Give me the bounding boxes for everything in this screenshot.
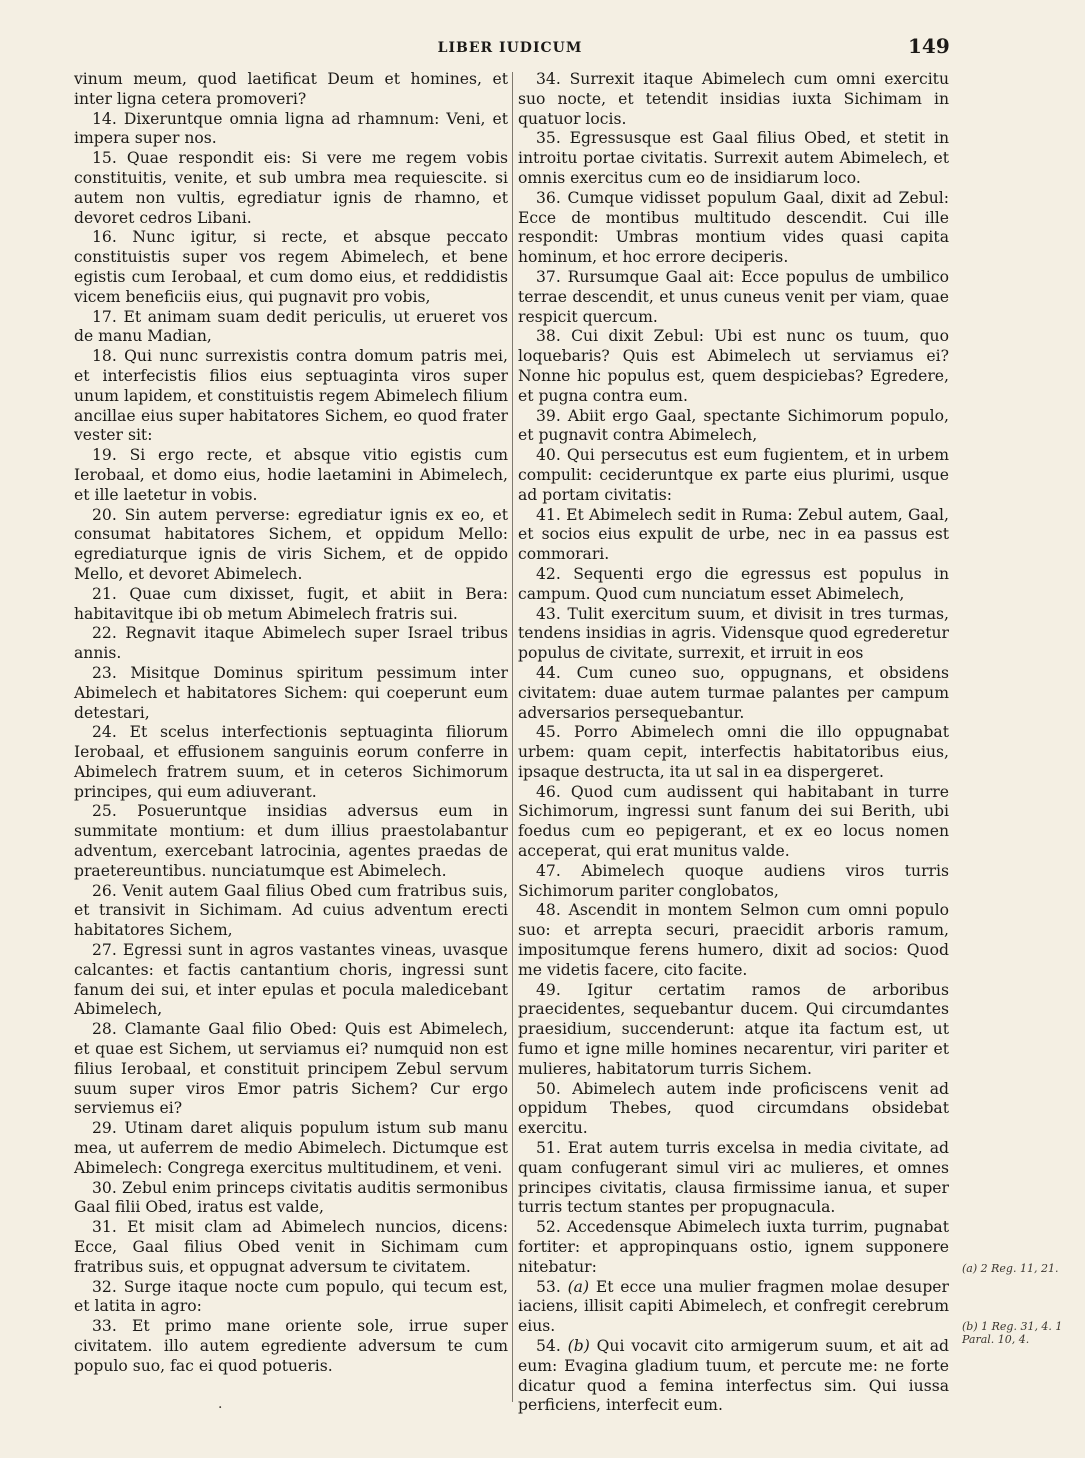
verse-text: Quae cum dixisset, fugit, et abiit in Bera: habitavitque ibi ob metum Abimelech fratris sui.: [74, 584, 508, 623]
verse: [518, 327, 949, 406]
verse-text: Et primo mane oriente sole, irrue super civitatem. illo autem egrediente adversum te cum populo suo, fac ei quod potueris.: [74, 1317, 508, 1375]
verse-text: Igitur certatim ramos de arboribus praecidentes, sequebantur ducem. Qui circumdantes praesidium, succenderunt: atque ita factum est, ut fumo et igne mille homines necarentur, viri pariter et mulieres, habitatorum turris Sichem.: [518, 980, 949, 1078]
verse: [74, 723, 508, 802]
verse: [518, 446, 949, 505]
verse: [518, 1080, 949, 1139]
verse: [74, 446, 508, 505]
verse: [518, 565, 949, 605]
verse: [518, 268, 949, 327]
verse-number: 44.: [536, 663, 561, 682]
verse-text: Nunc igitur, si recte, et absque peccato constituistis super vos regem Abimelech, et bene egistis cum Ierobaal, et cum domo eius, et reddidistis vicem beneficiis eius, qui pugnavit pro vobis,: [74, 228, 508, 306]
verse-number: 47.: [536, 861, 561, 880]
verse-text: Dixeruntque omnia ligna ad rhamnum: Veni, et impera super nos.: [74, 109, 508, 148]
verse-number: 16.: [92, 228, 117, 247]
verse: [74, 664, 508, 723]
verse-number: 40.: [536, 446, 561, 465]
verse-text: Misitque Dominus spiritum pessimum inter Abimelech et habitatores Sichem: qui coeperunt eum detestari,: [74, 663, 508, 722]
margin-note-b: (b) 1 Reg. 31, 4. 1 Paral. 10, 4.: [962, 1320, 1063, 1346]
verse: [74, 941, 508, 1020]
verse-text: Si ergo recte, et absque vitio egistis cum Ierobaal, et domo eius, hodie laetamini in Abimelech, et ille laetetur in vobis.: [74, 446, 508, 504]
verse-number: 51.: [536, 1139, 561, 1158]
verse: [74, 882, 508, 941]
verse-number: 49.: [536, 980, 561, 999]
left-column: [74, 70, 508, 1377]
verse: [74, 585, 508, 625]
verse-number: 28.: [92, 1020, 117, 1039]
verse-number: 23.: [92, 663, 117, 682]
verse-number: 17.: [92, 307, 117, 326]
verse-number: 45.: [536, 723, 561, 742]
verse: [518, 407, 949, 447]
running-title: LIBER IUDICUM: [437, 40, 583, 56]
verse-number: 19.: [92, 446, 117, 465]
verse-text: Ascendit in montem Selmon cum omni populo suo: et arrepta securi, praecidit arboris ramum, impositumque ferens humero, dixit ad socios: Quod me videtis facere, cito facite.: [518, 901, 949, 979]
verse-number: 14.: [92, 109, 117, 128]
verse: [74, 1179, 508, 1219]
verse-text: Egressi sunt in agros vastantes vineas, uvasque calcantes: et factis cantantium choris, ingressi sunt fanum dei sui, et inter epulas et pocula maledicebant Abimelech,: [74, 941, 508, 1019]
verse-note-ref: (b): [567, 1337, 590, 1355]
opening-text: vinum meum, quod laetificat Deum et homines, et inter ligna cetera promoveri?: [74, 70, 508, 108]
verse: [74, 506, 508, 585]
verse: [74, 1278, 508, 1318]
column-rule: [512, 72, 513, 1402]
verse-number: 21.: [92, 584, 117, 603]
verse: [74, 347, 508, 446]
verse-text: Qui persecutus est eum fugientem, et in urbem compulit: cecideruntque ex parte eius plurimi, usque ad portam civitatis:: [518, 446, 949, 504]
verse: [518, 981, 949, 1080]
verse-text: Surrexit itaque Abimelech cum omni exercitu suo nocte, et tetendit insidias iuxta Sichimam in quatuor locis.: [518, 70, 949, 128]
verse-number: 27.: [92, 941, 117, 960]
verse-number: 22.: [92, 624, 117, 643]
page-number: 149: [908, 34, 950, 58]
verse-number: 41.: [536, 505, 561, 524]
verse: [74, 802, 508, 881]
verse-number: 24.: [92, 723, 117, 742]
verse: [74, 1020, 508, 1119]
verse-text: Quod cum audissent qui habitabant in turre Sichimorum, ingressi sunt fanum dei sui Berith, ubi foedus cum eo pepigerant, et ex eo locus nomen acceperat, qui erat munitus valde.: [518, 782, 949, 861]
verse-text: Erat autem turris excelsa in media civitate, ad quam confugerant simul viri ac mulieres, et omnes principes civitatis, clausa firmissime ianua, et super turris tectum stantes per propugnacula.: [518, 1139, 949, 1217]
verse-text: Cumque vidisset populum Gaal, dixit ad Zebul: Ecce de montibus multitudo descendit. Cui ille respondit: Umbras montium vides quasi capita hominum, et hoc errore deciperis.: [518, 188, 949, 267]
verse-note-ref: (a): [567, 1277, 590, 1296]
verse-text: Regnavit itaque Abimelech super Israel tribus annis.: [74, 624, 508, 663]
verse-number: 46.: [536, 782, 561, 801]
verse-text: Rursumque Gaal ait: Ecce populus de umbilico terrae descendit, et unus cuneus venit per viam, quae respicit quercum.: [518, 267, 949, 326]
verse-number: 50.: [536, 1079, 561, 1098]
verse-text: Cum cuneo suo, oppugnans, et obsidens civitatem: duae autem turmae palantes per campum adversarios persequebantur.: [518, 663, 949, 722]
verse-text: Zebul enim princeps civitatis auditis sermonibus Gaal filii Obed, iratus est valde,: [74, 1178, 508, 1217]
verse-text: Clamante Gaal filio Obed: Quis est Abimelech, et quae est Sichem, ut serviamus ei? numquid non est filius Ierobaal, et constituit principem Zebul servum suum super viros Emor patris Sichem? Cur ergo serviemus ei?: [74, 1020, 508, 1118]
verse-number: 42.: [536, 564, 561, 583]
verse-number: 30.: [92, 1178, 117, 1197]
verse-text: Tulit exercitum suum, et divisit in tres turmas, tendens insidias in agris. Vidensque quod egrederetur populus de civitate, surrexit, et irruit in eos: [518, 604, 949, 663]
verse-number: 48.: [536, 901, 561, 920]
verse: [518, 605, 949, 664]
verse-number: 52.: [536, 1218, 561, 1237]
verse-number: 36.: [536, 188, 561, 207]
right-column: [518, 70, 949, 1416]
verse: [74, 624, 508, 664]
verse-text: Surge itaque nocte cum populo, qui tecum est, et latita in agro:: [74, 1277, 508, 1316]
verse-text: Qui nunc surrexistis contra domum patris mei, et interfecistis filios eius septuaginta viros super unum lapidem, et constituistis regem Abimelech filium ancillae eius super habitatores Sichem, eo quod frater vester sit:: [74, 347, 508, 445]
verse: [74, 1317, 508, 1376]
verse: [518, 506, 949, 565]
verse-number: 31.: [92, 1218, 117, 1237]
verse: [518, 70, 949, 129]
verse-text: Abimelech quoque audiens viros turris Sichimorum pariter conglobatos,: [518, 861, 949, 900]
verse: [74, 228, 508, 307]
verse: [74, 110, 508, 150]
verse-text: Et misit clam ad Abimelech nuncios, dicens: Ecce, Gaal filius Obed venit in Sichimam cum fratribus suis, et oppugnat adversum te civitatem.: [74, 1218, 508, 1276]
verse-number: 34.: [536, 70, 561, 88]
verse-text: Utinam daret aliquis populum istum sub manu mea, ut auferrem de medio Abimelech. Dictumque est Abimelech: Congrega exercitus multitudinem, et veni.: [74, 1119, 508, 1177]
verse-text: Et animam suam dedit periculis, ut erueret vos de manu Madian,: [74, 307, 508, 346]
verse-text: Et Abimelech sedit in Ruma: Zebul autem, Gaal, et socios eius expulit de urbe, nec in ea passus est commorari.: [518, 505, 949, 564]
verse-text: Sin autem perverse: egrediatur ignis ex eo, et consumat habitatores Sichem, et oppidum Mello: egrediaturque ignis de viris Sichem, et de oppido Mello, et devoret Abimelech.: [74, 505, 508, 583]
verse-number: 33.: [92, 1317, 117, 1336]
verse: [518, 723, 949, 782]
verse: [518, 862, 949, 902]
printer-mark: ·: [218, 1400, 223, 1416]
verse-text: Et ecce una mulier fragmen molae desuper iaciens, illisit capiti Abimelech, et confregit cerebrum eius.: [518, 1277, 949, 1336]
verse-text: Quae respondit eis: Si vere me regem vobis constituitis, venite, et sub umbra mea requiescite. si autem non vultis, egrediatur ignis de rhamno, et devoret cedros Libani.: [74, 149, 508, 227]
verse-number: 32.: [92, 1277, 117, 1296]
verse-text: Et scelus interfectionis septuaginta filiorum Ierobaal, et effusionem sanguinis eorum conferre in Abimelech fratrem suum, et in ceteros Sichimorum principes, qui eum adiuverant.: [74, 723, 508, 801]
margin-note-a: (a) 2 Reg. 11, 21.: [962, 1262, 1059, 1275]
verse-text: Porro Abimelech omni die illo oppugnabat urbem: quam cepit, interfectis habitatoribus eius, ipsaque destructa, ita ut sal in ea dispergeret.: [518, 723, 949, 781]
verse-number: 43.: [536, 604, 561, 623]
verse: [518, 1278, 949, 1337]
verse-number: 20.: [92, 505, 117, 524]
verse: [74, 308, 508, 348]
verse-text: Abiit ergo Gaal, spectante Sichimorum populo, et pugnavit contra Abimelech,: [518, 406, 949, 445]
verse: [518, 783, 949, 862]
verse-number: 38.: [536, 327, 561, 346]
verse: [518, 1139, 949, 1218]
verse-number: 26.: [92, 881, 117, 900]
verse-number: 37.: [536, 267, 561, 286]
verse-number: 18.: [92, 347, 117, 366]
verse: [518, 664, 949, 723]
verse: [74, 149, 508, 228]
verse-text: Accedensque Abimelech iuxta turrim, pugnabat fortiter: et appropinquans ostio, ignem supponere nitebatur:: [518, 1218, 949, 1276]
verse-text: Sequenti ergo die egressus est populus in campum. Quod cum nunciatum esset Abimelech,: [518, 564, 949, 603]
verse: [518, 1218, 949, 1277]
verse-text: Venit autem Gaal filius Obed cum fratribus suis, et transivit in Sichimam. Ad cuius adventum erecti habitatores Sichem,: [74, 881, 508, 940]
verse-number: 39.: [536, 406, 561, 425]
verse: [518, 189, 949, 268]
verse-number: 29.: [92, 1119, 117, 1138]
verse-number: 35.: [536, 129, 561, 148]
verse: [518, 901, 949, 980]
verse-number: 25.: [92, 802, 117, 821]
verse: [74, 1119, 508, 1178]
verse-number: 53.: [536, 1277, 561, 1296]
verse: [518, 129, 949, 188]
verse: [518, 1337, 949, 1416]
verse-number: 54.: [536, 1337, 561, 1355]
verse-text: Posueruntque insidias adversus eum in summitate montium: et dum illius praestolabantur adventum, exercebant latrocinia, agentes praedas de praetereuntibus. nunciatumque est Abimelech.: [74, 802, 508, 880]
verse-text: Cui dixit Zebul: Ubi est nunc os tuum, quo loquebaris? Quis est Abimelech ut serviamus ei? Nonne hic populus est, quem despiciebas? Egredere, et pugna contra eum.: [518, 327, 949, 405]
verse-text: Egressusque est Gaal filius Obed, et stetit in introitu portae civitatis. Surrexit autem Abimelech, et omnis exercitus cum eo de insidiarum loco.: [518, 129, 949, 187]
verse-text: Qui vocavit cito armigerum suum, et ait ad eum: Evagina gladium tuum, et percute me: ne forte dicatur quod a femina interfectus sim. Qui iussa perficiens, interfecit eum.: [518, 1337, 949, 1415]
verse-text: Abimelech autem inde proficiscens venit ad oppidum Thebes, quod circumdans obsidebat exercitu.: [518, 1079, 949, 1138]
verse: [74, 1218, 508, 1277]
verse-number: 15.: [92, 149, 117, 168]
